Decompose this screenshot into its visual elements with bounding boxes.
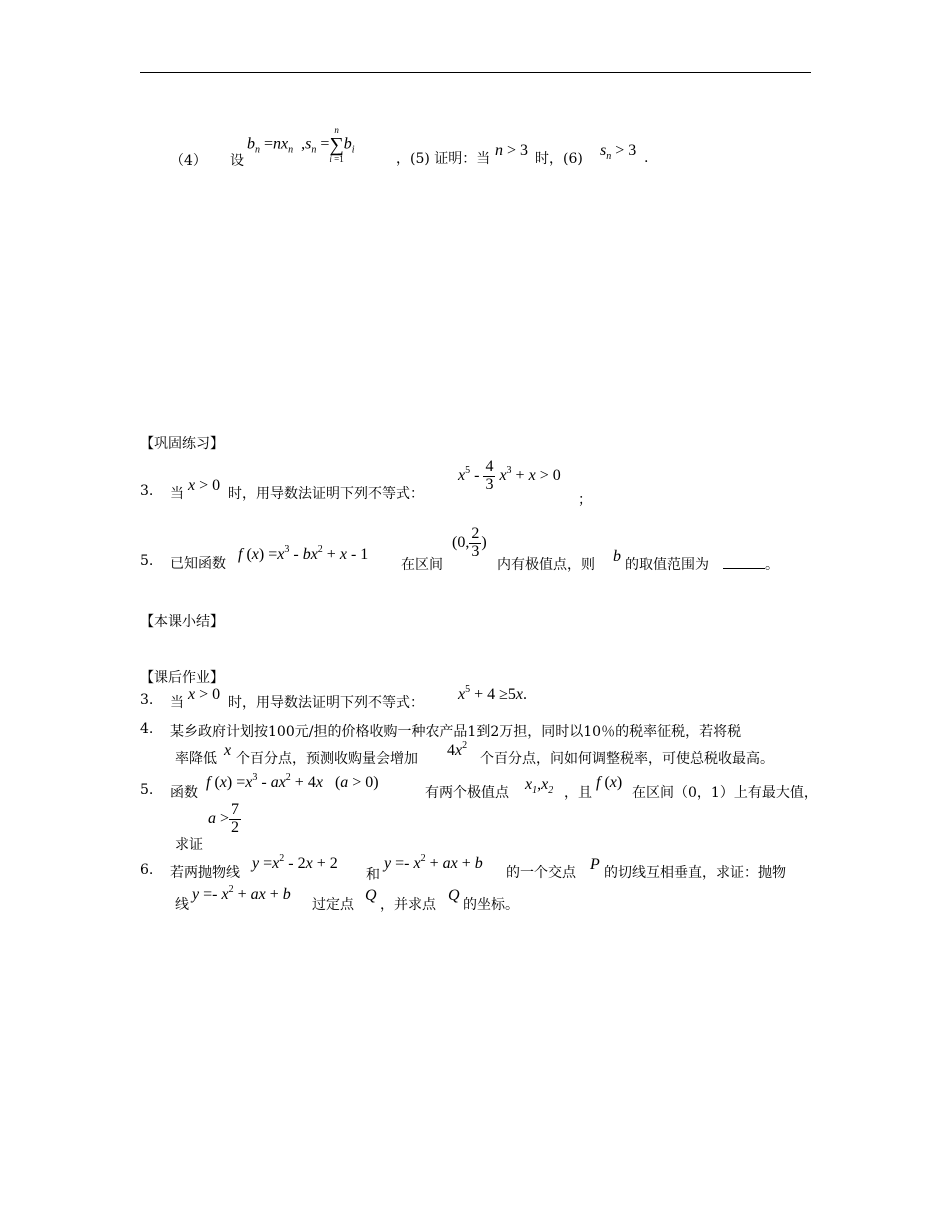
item5-text: ，(5) 证明：当 xyxy=(396,151,491,167)
formula-fx-cubic: f $(x) =x^3 - bx^2 + x - 1$ xyxy=(238,544,369,563)
gonggu-q3-dang: 当 xyxy=(170,486,184,502)
formula-Q: Q xyxy=(365,887,377,904)
zuoye-q6-num: 6. xyxy=(140,862,154,878)
zuoye-q6-h: 的坐标。 xyxy=(463,897,519,913)
gonggu-heading: 【巩固练习】 xyxy=(140,436,224,452)
zuoye-q5 xyxy=(140,768,820,853)
zuoye-q3-text: 时，用导数法证明下列不等式： xyxy=(228,695,424,711)
zuoye-q6-d: 的切线互相垂直，求证：抛物 xyxy=(604,865,786,881)
gonggu-q5-d: 的取值范围为 xyxy=(625,557,709,573)
gonggu-q5-end: 。 xyxy=(765,557,779,573)
zuoye-q5-a: 函数 xyxy=(170,785,198,801)
gonggu-q3-text: 时，用导数法证明下列不等式： xyxy=(228,486,424,502)
zuoye-q3-dang: 当 xyxy=(170,695,184,711)
zuoye-q4 xyxy=(140,716,820,768)
zuoye-q4-line1: 某乡政府计划按100元/担的价格收购一种农产品1到2万担，同时以10％的税率征税，若将税 xyxy=(170,724,742,740)
formula-x: x xyxy=(224,742,232,759)
zuoye-q6-e: 线 xyxy=(175,897,189,913)
gonggu-q3 xyxy=(140,455,800,508)
formula-4x2: $4x^2$ xyxy=(447,740,468,759)
formula-Q-b: Q xyxy=(448,887,460,904)
zuoye-q4-num: 4. xyxy=(140,721,154,737)
item4-she: 设 xyxy=(230,153,244,169)
formula-b: b xyxy=(613,548,621,565)
gonggu-q3-num: 3. xyxy=(140,483,154,499)
zuoye-q5-num: 5. xyxy=(140,782,154,798)
zuoye-q4-l2a: 率降低 xyxy=(175,751,217,767)
zuoye-q5-d: 在区间（0，1）上有最大值， xyxy=(632,785,818,801)
formula-parabola-2b: $y =- x^2$ + ax + b xyxy=(192,884,291,903)
zuoye-q5-c: ，且 xyxy=(564,785,592,801)
formula-interval-0-2-3: (0, $\frac{2}{3}$ ) xyxy=(452,525,487,560)
gonggu-q5-a: 已知函数 xyxy=(170,556,226,572)
zuoye-q3-num: 3. xyxy=(140,692,154,708)
zuoye-q3 xyxy=(140,684,800,712)
gonggu-q5-num: 5. xyxy=(140,553,154,569)
formula-sn-gt-3: $s_n > 3$ xyxy=(600,142,637,162)
zuoye-heading: 【课后作业】 xyxy=(140,670,224,686)
formula-x-gt-0-b: x > 0 xyxy=(188,686,221,703)
gonggu-q5 xyxy=(140,522,800,573)
formula-parabola-2: $y =- x^2$ + ax + b xyxy=(384,853,483,872)
gonggu-q3-end: ； xyxy=(578,492,592,508)
formula-x-gt-0: x > 0 xyxy=(188,477,221,494)
item4-label: （4） xyxy=(170,153,207,169)
formula-a-gt-7-2: a > $\frac{7}{2}$ xyxy=(208,801,240,836)
zuoye-q4-l2b: 个百分点，预测收购量会增加 xyxy=(236,751,418,767)
formula-fx: f (x) xyxy=(596,774,623,791)
item5-shi: 时，(6) xyxy=(535,151,583,167)
header-rule xyxy=(140,72,811,73)
formula-P: P xyxy=(590,856,600,873)
formula-x5-plus-4: $x^5 + 4 \ge 5x$. xyxy=(458,684,528,703)
formula-x5-inequality: $x^5$ - $\frac{4}{3}$ $x^3 + x > 0$ xyxy=(458,458,561,493)
formula-parabola-1: $y =x^2 - 2x + 2$ xyxy=(252,853,338,872)
gonggu-q5-b: 在区间 xyxy=(401,557,443,573)
zuoye-q6-f: 过定点 xyxy=(312,897,354,913)
zuoye-q4-l2c: 个百分点，问如何调整税率，可使总税收最高。 xyxy=(480,751,774,767)
zuoye-q6-g: ，并求点 xyxy=(380,897,436,913)
formula-fx-ax2: f $(x) =x^3 - ax^2 + 4x$ (a > 0) xyxy=(206,772,379,791)
item6-dot: . xyxy=(644,150,649,166)
formula-x1-x2: $x_1,x_2$ xyxy=(525,776,554,796)
formula-bn: $b_n =nx_n$ $,s_n$ = n ∑ i =1 $b_i$ xyxy=(247,125,355,164)
zuoye-q6-a: 若两抛物线 xyxy=(170,865,240,881)
zuoye-q6-b: 和 xyxy=(366,867,380,883)
xiaojie-heading: 【本课小结】 xyxy=(140,614,224,630)
zuoye-q5-e: 求证 xyxy=(175,837,203,853)
formula-n-gt-3: n > 3 xyxy=(495,142,529,159)
answer-blank xyxy=(723,556,765,569)
gonggu-q5-c: 内有极值点，则 xyxy=(497,557,595,573)
zuoye-q5-b: 有两个极值点 xyxy=(425,785,509,801)
zuoye-q6 xyxy=(140,852,820,916)
zuoye-q6-c: 的一个交点 xyxy=(506,865,576,881)
